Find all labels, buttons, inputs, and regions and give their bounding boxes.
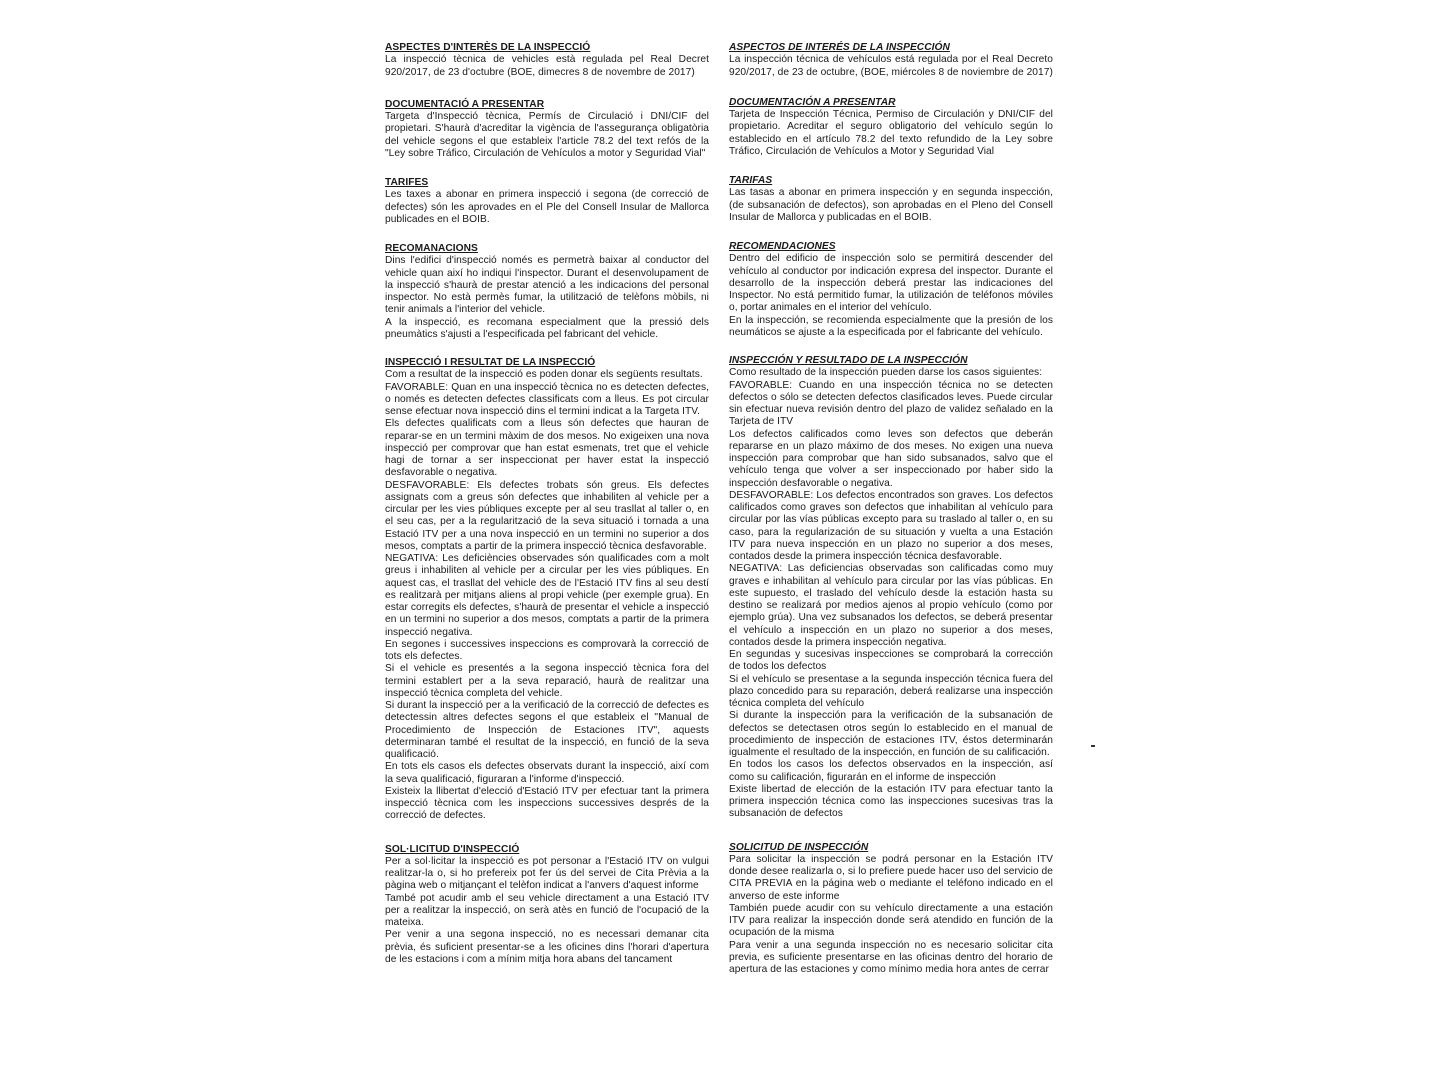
section-heading: RECOMENDACIONES [729, 241, 836, 252]
paragraph: Com a resultat de la inspecció es poden donar els següents resultats. [385, 369, 703, 381]
paragraph: Si durante la inspección para la verificación de la subsanación de defectos se detectasen otros según lo establecido en el manual de procedimiento de inspección de estaciones ITV, éstos determinarán igualmente el resultado de la inspección, en función de su calificación. [729, 710, 1053, 758]
spanish-column [729, 42, 1053, 976]
sollicitud-section [385, 844, 709, 967]
paragraph: En la inspección, se recomienda especialmente que la presión de los neumáticos se ajuste a la especificada por el fabricante del vehículo. [729, 314, 1053, 338]
paragraph: NEGATIVA: Las deficiencias observadas son calificadas como muy graves e inhabilitan al vehículo para circular por las vías públicas. En este supuesto, el traslado del vehículo desde la estación hasta su destino se realizará por medios ajenos al propio vehículo (como por ejemplo grúa). Una vez subsanados los defectos, se deberá presentar el vehículo a inspección en un plazo no superior a dos meses, contados desde la primera inspección negativa. [729, 563, 1053, 648]
paragraph: Targeta d'Inspecció tècnica, Permís de Circulació i DNI/CIF del propietari. S'haurà d'acreditar la vigència de l'assegurança obligatòria del vehicle segons el que estableix l'article 78.2 del text refós de la "Ley sobre Tráfico, Circulación de Vehículos a motor y Seguridad Vial" [385, 111, 709, 159]
section-heading: ASPECTES D'INTERÈS DE LA INSPECCIÓ [385, 42, 591, 53]
catalan-column [385, 42, 709, 966]
section-heading: ASPECTOS DE INTERÉS DE LA INSPECCIÓN [729, 42, 950, 53]
tarifas-section [729, 175, 1053, 224]
section-heading: TARIFAS [729, 175, 773, 186]
aspectos-section [729, 42, 1053, 79]
paragraph: Si durant la inspecció per a la verificació de la correcció de defectes es detectessin altres defectes segons el que estableix el "Manual de Procedimiento de Inspección de Estaciones ITV", aquests determinaran també el resultat de la inspecció, en funció de la seva qualificació. [385, 700, 709, 760]
paragraph: Existeix la llibertat d'elecció d'Estació ITV per efectuar tant la primera inspecció tècnica com les inspeccions successives després de la correcció de defectes. [385, 785, 709, 822]
recomendaciones-section [729, 241, 1053, 339]
resultado-section [729, 355, 1053, 821]
paragraph: Les taxes a abonar en primera inspecció i segona (de correcció de defectes) són les aprovades en el Ple del Consell Insular de Mallorca publicades en el BOIB. [385, 189, 709, 225]
section-heading: DOCUMENTACIÓN A PRESENTAR [729, 96, 896, 108]
paragraph: FAVORABLE: Quan en una inspecció tècnica no es detecten defectes, o només es detecten defectes classificats com a lleus. Es pot circular sense efectuar nova inspecció dins el termini indicat a la Targeta ITV. [385, 381, 709, 417]
paragraph: Si el vehículo se presentase a la segunda inspección técnica fuera del plazo concedido para su reparación, deberá realizarse una inspección técnica completa del vehículo [729, 673, 1053, 709]
resultat-section [385, 357, 709, 823]
paragraph: Dentro del edificio de inspección solo se permitirá descender del vehículo al conductor por indicación expresa del inspector. Durante el desarrollo de la inspección deberá prestar las indicaciones del Inspector. No está permitido fumar, la utilización de teléfonos móviles o, portar animales en el interior del vehículo. [729, 253, 1053, 314]
documentacio-section [385, 99, 709, 160]
scan-speck [1091, 745, 1095, 747]
paragraph: Para venir a una segunda inspección no es necesario solicitar cita previa, es suficiente presentarse en las oficinas dentro del horario de apertura de las estaciones y como mínimo media hora antes de cerrar [729, 939, 1053, 975]
documentacion-section [729, 97, 1053, 158]
aspectes-section [385, 42, 709, 79]
paragraph: FAVORABLE: Cuando en una inspección técnica no se detecten defectos o sólo se detecten defectos clasificados leves. Puede circular sin efectuar nueva revisión dentro del plazo de validez señalado en la Tarjeta de ITV [729, 379, 1053, 428]
section-heading: SOL·LICITUD D'INSPECCIÓ [385, 843, 520, 855]
paragraph: En todos los casos los defectos observados en la inspección, así como su calificación, figurarán en el informe de inspección [729, 759, 1053, 783]
paragraph: NEGATIVA: Les deficiències observades són qualificades com a molt greus i inhabiliten al vehicle per a circular per les vies públiques. En aquest cas, el trasllat del vehicle des de l'Estació ITV fins al seu destí es realitzarà per mitjans aliens al propi vehicle (per exemple grua). En estar corregits els defectes, s'haurà de presentar el vehicle a inspecció en un termini no superior a dos mesos, comptats a partir de la primera inspecció negativa. [385, 553, 709, 638]
section-heading: INSPECCIÓ I RESULTAT DE LA INSPECCIÓ [385, 357, 596, 368]
tarifes-section [385, 177, 709, 226]
paragraph: Las tasas a abonar en primera inspección y en segunda inspección, (de subsanación de defectos), son aprobadas en el Pleno del Consell Insular de Mallorca y publicadas en el BOIB. [729, 187, 1053, 223]
paragraph: Dins l'edifici d'inspecció només es permetrà baixar al conductor del vehicle quan així ho indiqui l'inspector. Durant el desenvolupament de la inspecció s'haurà de prestar atenció a les indicacions del personal inspector. No està permès fumar, la utilització de telèfons mòbils, ni tenir animals a l'interior del vehicle. [385, 255, 709, 316]
paragraph: La inspección técnica de vehículos está regulada por el Real Decreto 920/2017, de 23 de octubre, (BOE, miércoles 8 de noviembre de 2017) [729, 54, 1053, 78]
paragraph: La inspecció tècnica de vehicles està regulada pel Real Decret 920/2017, de 23 d'octubre (BOE, dimecres 8 de novembre de 2017) [385, 54, 709, 78]
paragraph: A la inspecció, es recomana especialment que la pressió dels pneumàtics s'ajusti a l'especificada pel fabricant del vehicle. [385, 316, 709, 340]
section-heading: RECOMANACIONS [385, 243, 478, 254]
paragraph: En tots els casos els defectes observats durant la inspecció, així com la seva qualificació, figuraran a l'informe d'inspecció. [385, 761, 709, 785]
paragraph: Els defectes qualificats com a lleus són defectes que hauran de reparar-se en un termini màxim de dos mesos. No exigeixen una nova inspecció per comprovar que han estat esmenats, tret que el vehicle hagi de tornar a ser inspeccionat per haver estat la inspecció desfavorable o negativa. [385, 418, 709, 479]
paragraph: En segones i successives inspeccions es comprovarà la correcció de tots els defectes. [385, 638, 709, 662]
paragraph: També pot acudir amb el seu vehicle directament a una Estació ITV per a realitzar la inspecció, on serà atès en funció de l'ocupació de la mateixa. [385, 892, 709, 928]
paragraph: Para solicitar la inspección se podrá personar en la Estación ITV donde desee realizarla o, si lo prefiere puede hacer uso del servicio de CITA PREVIA en la página web o mediante el teléfono indicado en el anverso de este informe [729, 853, 1053, 902]
paragraph: Tarjeta de Inspección Técnica, Permiso de Circulación y DNI/CIF del propietario. Acreditar el seguro obligatorio del vehículo según lo establecido en el artículo 78.2 del texto refundido de la Ley sobre Tráfico, Circulación de Vehículos a Motor y Seguridad Vial [729, 109, 1053, 157]
paragraph: Como resultado de la inspección pueden darse los casos siguientes: [729, 367, 1043, 379]
paragraph: También puede acudir con su vehículo directamente a una estación ITV para realizar la inspección donde será atendido en función de la ocupación de la misma [729, 902, 1053, 939]
recomanacions-section [385, 243, 709, 341]
paragraph: Per a sol·licitar la inspecció es pot personar a l'Estació ITV on vulgui realitzar-la o, si ho prefereix pot fer ús del servei de Cita Prèvia a la pàgina web o mitjançant el telèfon indicat a l'anvers d'aquest informe [385, 855, 709, 892]
section-heading: DOCUMENTACIÓ A PRESENTAR [385, 98, 545, 110]
paragraph: Si el vehicle es presentés a la segona inspecció tècnica fora del termini establert per a la seva reparació, haurà de realitzar una inspecció tècnica completa del vehicle. [385, 663, 709, 699]
paragraph: Per venir a una segona inspecció, no es necessari demanar cita prèvia, és suficient presentar-se a les oficines dins l'horari d'apertura de les estacions i com a mínim mitja hora abans del tancament [385, 929, 709, 965]
paragraph: Existe libertad de elección de la estación ITV para efectuar tanto la primera inspección técnica como las inspecciones sucesivas tras la subsanación de defectos [729, 783, 1053, 820]
solicitud-section [729, 842, 1053, 977]
paragraph: DESFAVORABLE: Los defectos encontrados son graves. Los defectos calificados como graves son defectos que inhabilitan al vehículo para circular por las vías públicas excepto para su traslado al taller o, en su caso, para la regularización de su situación y vuelta a una Estación ITV para nueva inspección en un plazo no superior a dos meses, contados desde la primera inspección técnica desfavorable. [729, 489, 1053, 562]
section-heading: SOLICITUD DE INSPECCIÓN [729, 841, 869, 853]
paragraph: Los defectos calificados como leves son defectos que deberán repararse en un plazo máximo de dos meses. No exigen una nueva inspección para comprobar que han sido subsanados, salvo que el vehículo tenga que volver a ser inspeccionado por haber sido la inspección desfavorable o negativa. [729, 428, 1053, 489]
paragraph: En segundas y sucesivas inspecciones se comprobará la corrección de todos los defectos [729, 649, 1053, 673]
section-heading: TARIFES [385, 177, 429, 188]
paragraph: DESFAVORABLE: Els defectes trobats són greus. Els defectes assignats com a greus són defectes que inhabiliten al vehicle per a circular per les vies públiques excepte per al seu trasllat al taller o, en el seu cas, per a la regularització de la seva situació i tornada a una Estació ITV per a una nova inspecció en un termini no superior a dos mesos, comptats a partir de la primera inspecció tècnica desfavorable. [385, 479, 709, 552]
section-heading: INSPECCIÓN Y RESULTADO DE LA INSPECCIÓN [729, 355, 968, 366]
